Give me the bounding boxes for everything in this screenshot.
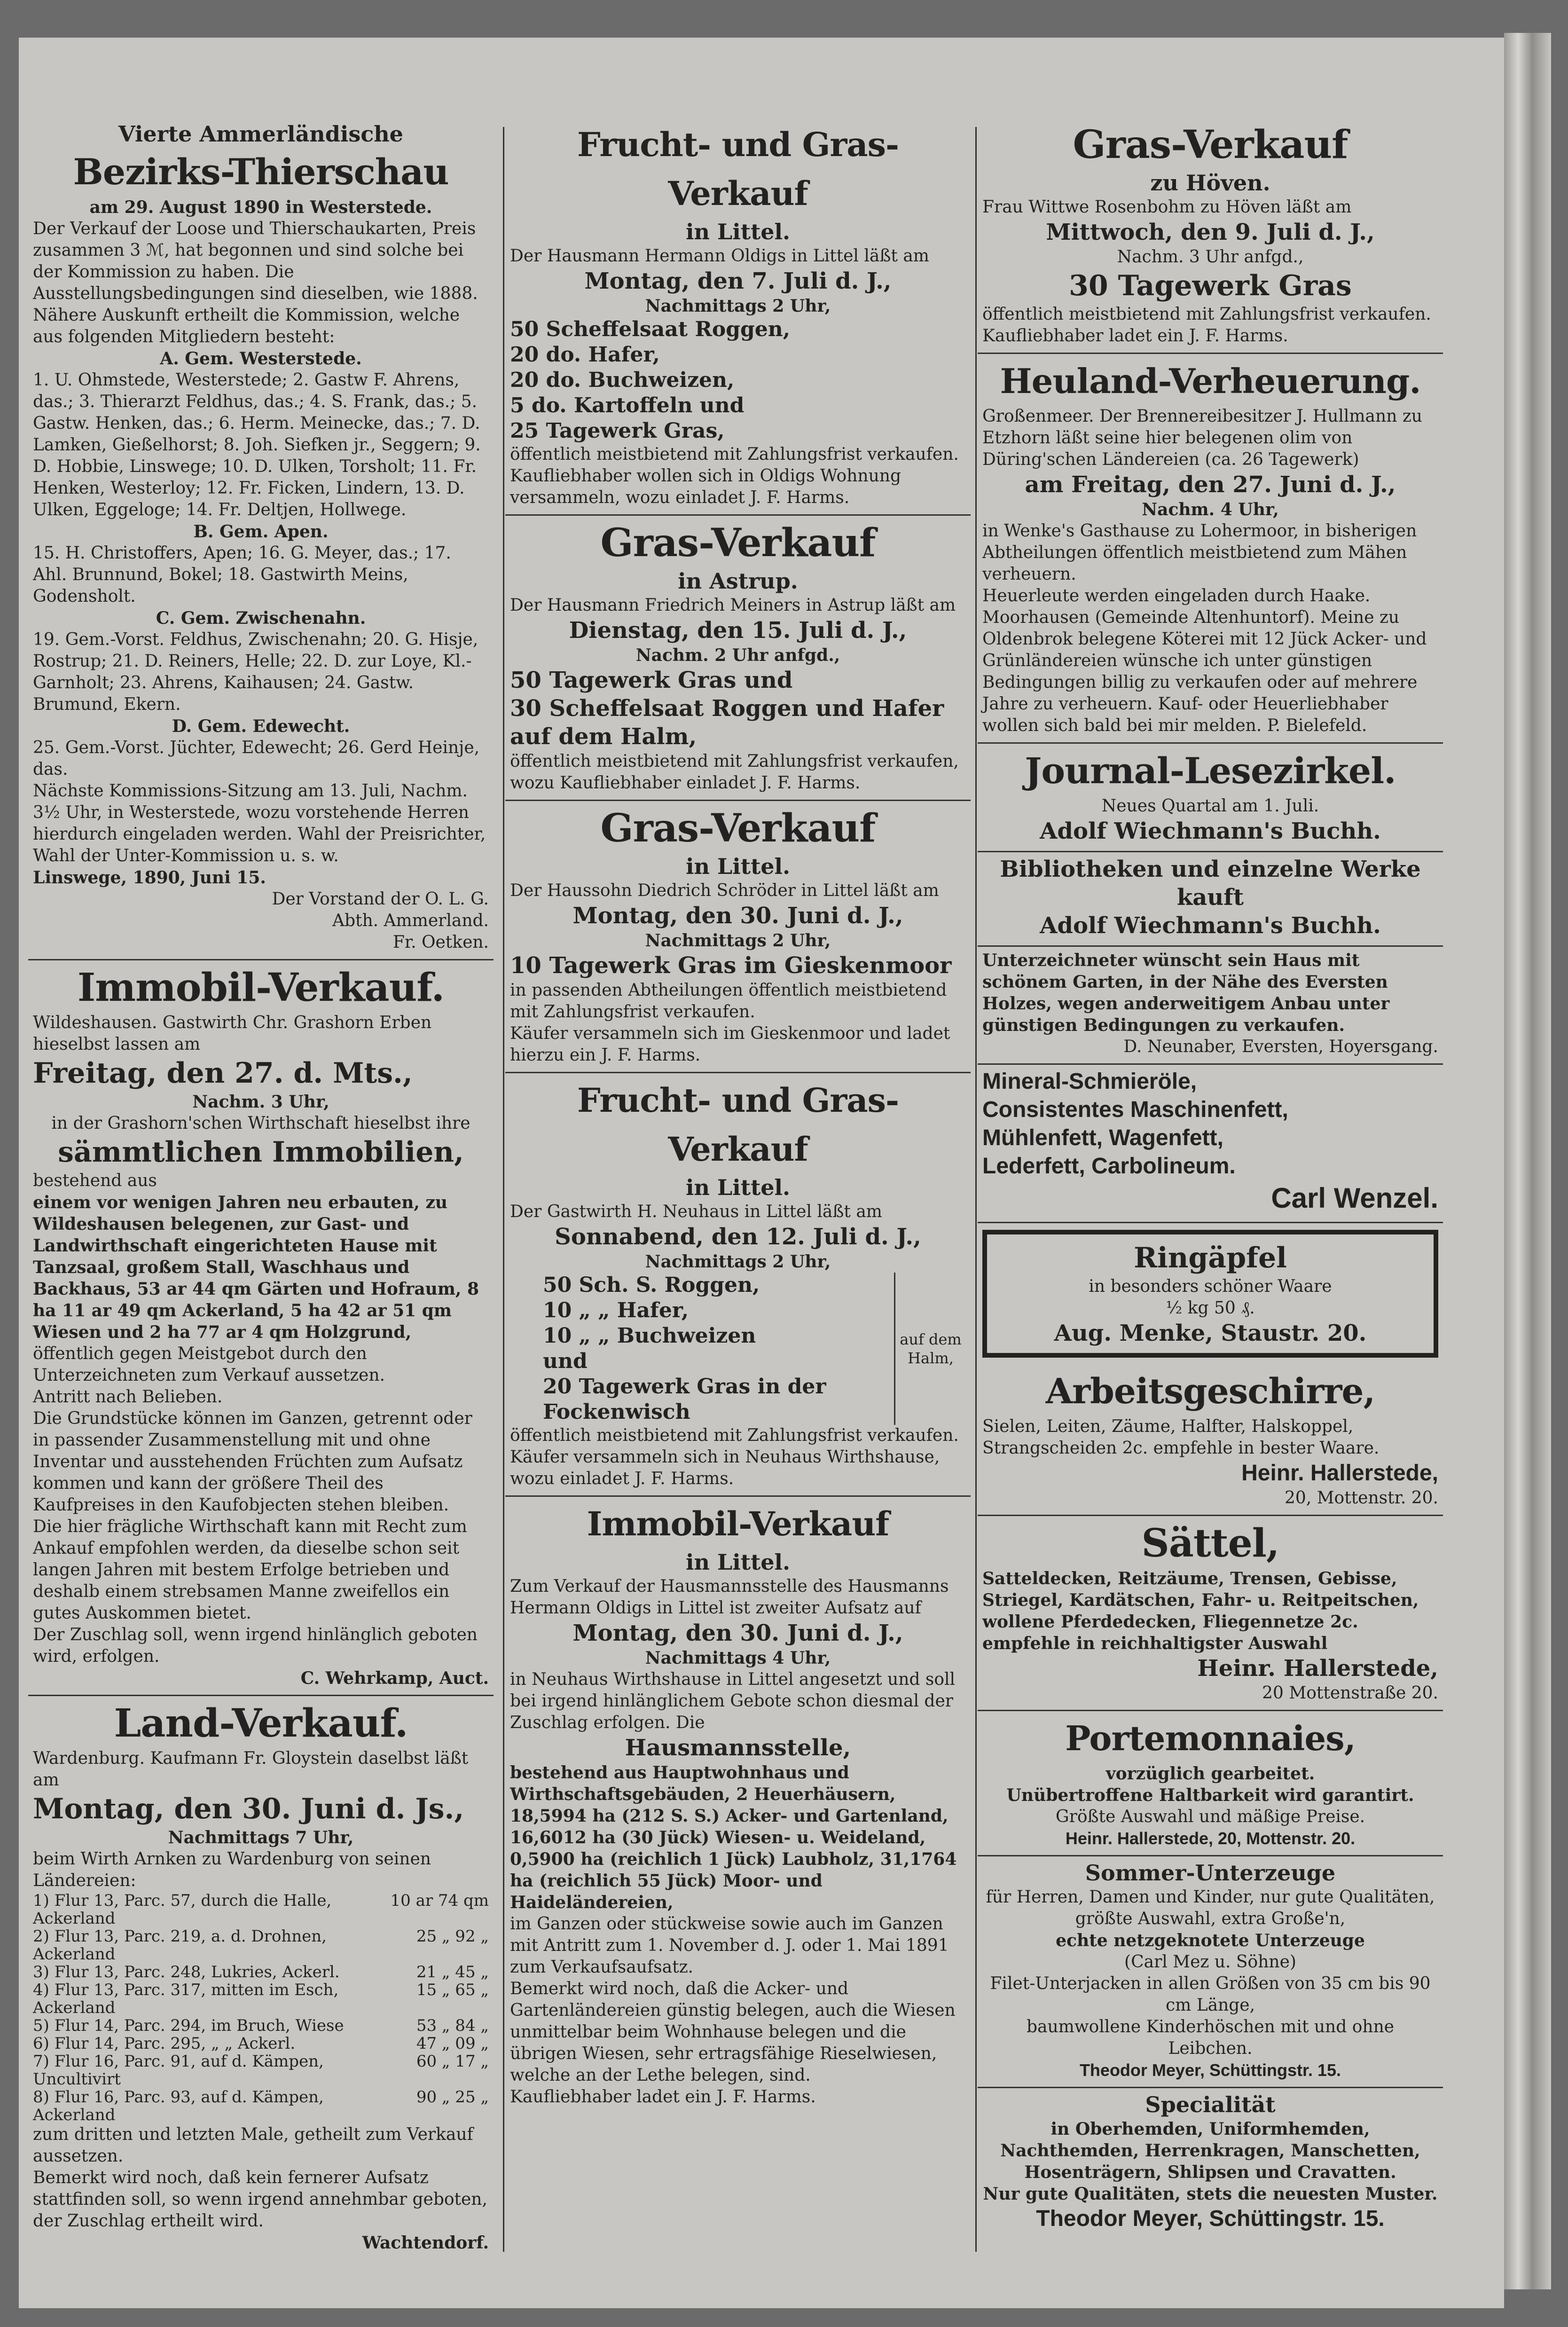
side-note: auf dem Halm, — [900, 1330, 962, 1367]
ad-frucht-gras-verkauf-littel — [505, 118, 971, 516]
goods-list — [510, 1273, 895, 1425]
table-row — [33, 2017, 489, 2035]
ad-frucht-gras-verkauf-neuhaus — [505, 1073, 971, 1497]
ad-date: Montag, den 30. Juni d. J., — [572, 1620, 903, 1646]
ad-title: Land-Verkauf. — [114, 1701, 408, 1746]
ad-title: Immobil-Verkauf — [587, 1504, 889, 1543]
ad-title: Gras-Verkauf — [600, 806, 876, 851]
ad-line: Nachmittags 4 Uhr, — [645, 1648, 831, 1668]
ad-date: Mittwoch, den 9. Juli d. J., — [1046, 219, 1375, 245]
ad-signature: 20 Mottenstraße 20. — [1262, 1683, 1438, 1703]
list-item: 10 „ „ Hafer, — [543, 1298, 689, 1322]
parcel-size: 10 ar 74 qm — [390, 1891, 489, 1910]
ad-line: vorzüglich gearbeitet. — [1105, 1764, 1315, 1784]
ad-title: Frucht- und Gras-Verkauf — [577, 125, 899, 213]
ad-line: Nachm. 4 Uhr, — [1142, 500, 1279, 519]
parcel-size: 15 „ 65 „ — [416, 1981, 489, 1999]
ad-line: Der Haussohn Diedrich Schröder in Littel läßt am — [510, 881, 939, 900]
ad-heuland-verheuerung — [978, 354, 1443, 744]
ad-line: Moorhausen (Gemeinde Altenhuntorf). Meine zu Oldenbrok belegene Köterei mit 12 Jück Acker- und Grünländereien wünsche ich unter günstigen Bedingungen billig zu verkaufen oder auf mehrere Jahre zu verheuern. Kauf- oder Heuerliebhaber wollen sich bald bei mir melden. P. Bielefeld. — [982, 608, 1427, 735]
ad-signature: Heinr. Hallerstede, — [1197, 1655, 1438, 1682]
ad-line: in besonders schöner Waare — [1089, 1277, 1332, 1296]
ad-date: Montag, den 30. Juni d. Js., — [33, 1792, 464, 1825]
goods-list-wrap — [510, 1273, 966, 1425]
ad-line: Aug. Menke, Staustr. 20. — [1054, 1320, 1367, 1346]
ad-line: einem vor wenigen Jahren neu erbauten, zu Wildeshausen belegenen, zur Gast- und Landwirthschaft eingerichteten Hause mit Tanzsaal, großem Stall, Waschhaus und Backhaus, 53 ar 44 qm Gärten und Hofraum, 8 ha 11 ar 49 qm Ackerland, 5 ha 42 ar 51 qm Wiesen und 2 ha 77 ar 4 qm Holzgrund, — [33, 1193, 479, 1342]
ad-title: Bibliotheken und einzelne Werke kauft — [1000, 856, 1421, 911]
ad-line: beim Wirth Arnken zu Wardenburg von seinen Ländereien: — [33, 1849, 431, 1890]
ad-sommer-unterzeuge — [978, 1856, 1443, 2088]
ad-line: am 29. August 1890 in Westerstede. — [89, 197, 432, 217]
ad-line: Unübertroffene Haltbarkeit wird garantirt. — [1006, 1785, 1414, 1805]
ad-title: Sommer-Unterzeuge — [1085, 1860, 1336, 1886]
ad-title: Gras-Verkauf — [1073, 122, 1348, 167]
ad-line: in Neuhaus Wirthshause in Littel angesetzt und soll bei irgend hinlänglichem Gebote schon diesmal der Zuschlag erfolgen. Die — [510, 1670, 956, 1732]
ad-line: Größte Auswahl und mäßige Preise. — [1055, 1807, 1365, 1826]
ad-line: 25. Gem.-Vorst. Jüchter, Edewecht; 26. Gerd Heinje, das. — [33, 738, 480, 779]
ad-line: Der Gastwirth H. Neuhaus in Littel läßt am — [510, 1202, 882, 1221]
ad-line: C. Gem. Zwischenahn. — [156, 608, 366, 628]
ad-line: Wardenburg. Kaufmann Fr. Gloystein daselbst läßt am — [33, 1749, 469, 1790]
goods-list — [510, 317, 966, 444]
table-row — [33, 2052, 489, 2088]
ad-signature: C. Wehrkamp, Auct. — [300, 1668, 489, 1688]
list-item: und — [543, 1349, 588, 1373]
list-item: 10 „ „ Buchweizen — [543, 1324, 756, 1348]
ad-date: Dienstag, den 15. Juli d. J., — [569, 617, 907, 644]
ad-land-verkauf — [28, 1696, 494, 2259]
ad-line: ½ kg 50 ₰. — [1166, 1298, 1255, 1318]
ad-line: Unterzeichneter wünscht sein Haus mit schönem Garten, in der Nähe des Eversten Holzes, wegen anderweitigem Anbau unter günstigen Bedingungen zu verkaufen. — [982, 951, 1390, 1035]
ad-bezirks-thierschau — [28, 118, 494, 960]
ad-title: Vierte Ammerländische — [118, 121, 403, 147]
ad-line: Lederfett, Carbolineum. — [982, 1154, 1236, 1179]
ad-line: Nachm. 3 Uhr, — [192, 1092, 329, 1112]
ad-line: 50 Tagewerk Gras und — [510, 667, 793, 693]
ad-signature: Heinr. Hallerstede, 20, Mottenstr. 20. — [1065, 1829, 1356, 1848]
ad-line: Adolf Wiechmann's Buchh. — [1040, 912, 1381, 939]
ad-line: Hausmannsstelle, — [625, 1735, 851, 1761]
column-2 — [505, 118, 971, 2114]
ad-signature: Theodor Meyer, Schüttingstr. 15. — [1079, 2060, 1341, 2080]
ad-line: öffentlich meistbietend mit Zahlungsfrist verkaufen. — [982, 305, 1431, 324]
column-rule — [503, 127, 504, 2252]
ad-subtitle: in Littel. — [685, 1175, 790, 1200]
ad-line: Nachmittags 7 Uhr, — [168, 1828, 354, 1847]
ad-specialitaet — [978, 2088, 1443, 2239]
ad-line: Neues Quartal am 1. Juli. — [1101, 796, 1319, 816]
ad-date: Montag, den 7. Juli d. J., — [584, 268, 892, 294]
ad-line: Filet-Unterjacken in allen Größen von 35 cm bis 90 cm Länge, — [990, 1974, 1431, 2015]
list-item: 50 Sch. S. Roggen, — [543, 1273, 760, 1297]
ad-date: Sonnabend, den 12. Juli d. J., — [555, 1224, 921, 1250]
list-item: 50 Scheffelsaat Roggen, — [510, 317, 791, 341]
ad-subtitle: zu Höven. — [1150, 170, 1270, 196]
ad-line: Frau Wittwe Rosenbohm zu Höven läßt am — [982, 197, 1352, 217]
parcel-size: 25 „ 92 „ — [416, 1927, 489, 1946]
parcel-desc: 7) Flur 16, Parc. 91, auf d. Kämpen, Uncultivirt — [33, 2052, 324, 2089]
ad-title: Immobil-Verkauf. — [77, 965, 445, 1010]
ad-line: bestehend aus — [33, 1171, 157, 1190]
ad-schmieroele — [978, 1065, 1443, 1223]
list-item: 20 do. Buchweizen, — [510, 368, 735, 392]
ad-signature: 20, Mottenstr. 20. — [1285, 1488, 1438, 1508]
ad-line: Heuerleute werden eingeladen durch Haake. — [982, 586, 1371, 605]
table-row — [33, 1963, 489, 1981]
ad-line: öffentlich meistbietend mit Zahlungsfrist verkaufen, wozu Kaufliebhaber einladet J. F. Harms. — [510, 752, 959, 793]
parcel-desc: 2) Flur 13, Parc. 219, a. d. Drohnen, Ackerland — [33, 1927, 327, 1964]
ad-date: Montag, den 30. Juni d. J., — [572, 903, 903, 929]
ad-title: Portemonnaies, — [1065, 1718, 1356, 1758]
column-3 — [978, 118, 1443, 2239]
ad-line: Nachmittags 2 Uhr, — [645, 931, 831, 951]
ad-line: Bemerkt wird noch, daß die Acker- und Gartenländereien günstig belegen, auch die Wiesen unmittelbar beim Wohnhause belegen und die übrigen Wiesen, sehr ertragsfähige Rieselwiesen, welche an der Lethe belegen, sind. — [510, 1979, 956, 2085]
ad-line: Kaufliebhaber ladet ein J. F. Harms. — [510, 2087, 816, 2107]
ad-line: Nur gute Qualitäten, stets die neuesten Muster. — [983, 2184, 1438, 2204]
ad-line: Satteldecken, Reitzäume, Trensen, Gebisse, Striegel, Kardätschen, Fahr- u. Reitpeitschen, wollene Pferdedecken, Fliegennetze 2c. empfehle in reichhaltigster Auswahl — [982, 1569, 1419, 1653]
ad-line: Nachm. 2 Uhr anfgd., — [635, 645, 840, 665]
ad-line: Consistentes Maschinenfett, — [982, 1097, 1288, 1122]
ad-line: 30 Scheffelsaat Roggen und Hafer auf dem Halm, — [510, 695, 944, 750]
ad-line: B. Gem. Apen. — [193, 522, 329, 542]
ad-line: Der Zuschlag soll, wenn irgend hinlänglich geboten wird, erfolgen. — [33, 1625, 478, 1666]
table-row — [33, 2088, 489, 2124]
ad-ringaepfel — [982, 1230, 1438, 1358]
ad-line: Die Grundstücke können im Ganzen, getrennt oder in passender Zusammenstellung mit und ohne Inventar und ausstehenden Früchten zum Aufsatz kommen und kann der größere Theil des Kaufpreises in den Kaufobjecten stehen bleiben. — [33, 1409, 472, 1515]
ad-subtitle: in Littel. — [685, 1549, 790, 1575]
ad-signature: Carl Wenzel. — [1271, 1182, 1438, 1214]
ad-title: Arbeitsgeschirre, — [1045, 1371, 1375, 1412]
ad-line: Zum Verkauf der Hausmannsstelle des Hausmanns Hermann Oldigs in Littel ist zweiter Aufsatz auf — [510, 1577, 949, 1618]
ad-title: Heuland-Verheuerung. — [1000, 361, 1421, 401]
ad-line: öffentlich meistbietend mit Zahlungsfrist verkaufen. — [510, 1426, 959, 1445]
ad-immobil-verkauf — [28, 960, 494, 1696]
parcel-table — [33, 1892, 489, 2124]
ad-title: Ringäpfel — [1134, 1242, 1287, 1274]
ad-line: Der Hausmann Friedrich Meiners in Astrup läßt am — [510, 596, 956, 615]
parcel-size: 90 „ 25 „ — [416, 2088, 489, 2107]
ad-line: Kaufliebhaber ladet ein J. F. Harms. — [982, 326, 1288, 346]
ad-line: D. Gem. Edewecht. — [172, 716, 350, 736]
ad-date: am Freitag, den 27. Juni d. J., — [1025, 472, 1396, 498]
ad-line: Wildeshausen. Gastwirth Chr. Grashorn Erben hieselbst lassen am — [33, 1013, 432, 1054]
ad-line: sämmtlichen Immobilien, — [58, 1136, 464, 1169]
ad-title: Sättel, — [1141, 1521, 1279, 1566]
ad-date: Freitag, den 27. d. Mts., — [33, 1057, 413, 1090]
ad-line: Die hier frägliche Wirthschaft kann mit Recht zum Ankauf empfohlen werden, da dieselbe schon seit langen Jahren mit bestem Erfolge betrieben und deshalb einem strebsamen Manne zweifellos ein gutes Auskommen bietet. — [33, 1517, 467, 1623]
parcel-desc: 4) Flur 13, Parc. 317, mitten im Esch, Ackerland — [33, 1981, 339, 2017]
ad-line: Sielen, Leiten, Zäume, Halfter, Halskoppel, Strangscheiden 2c. empfehle in bester Waare. — [982, 1417, 1380, 1458]
ad-signature: Theodor Meyer, Schüttingstr. 15. — [1036, 2206, 1385, 2231]
ad-line: Nachm. 3 Uhr anfgd., — [1117, 247, 1304, 267]
ad-line: in passenden Abtheilungen öffentlich meistbietend mit Zahlungsfrist verkaufen. — [510, 981, 947, 1022]
ad-arbeitsgeschirre — [978, 1364, 1443, 1516]
ad-line: echte netzgeknotete Unterzeuge — [1056, 1931, 1365, 1950]
ad-portemonnaies — [978, 1711, 1443, 1856]
table-row — [33, 2035, 489, 2052]
parcel-size: 53 „ 84 „ — [416, 2016, 489, 2035]
ad-title: Bezirks-Thierschau — [73, 151, 449, 193]
ad-line: Nächste Kommissions-Sitzung am 13. Juli, Nachm. 3½ Uhr, in Westerstede, wozu vorstehende Herren hierdurch eingeladen werden. Wahl der Preisrichter, Wahl der Unter-Kommission u. s. w. — [33, 781, 486, 865]
ad-line: 15. H. Christoffers, Apen; 16. G. Meyer, das.; 17. Ahl. Brunnund, Bokel; 18. Gastwirth Meins, Godensholt. — [33, 543, 451, 606]
page-stack-edge — [1504, 33, 1551, 2289]
column-1 — [28, 118, 494, 2259]
parcel-size: 47 „ 09 „ — [416, 2034, 489, 2053]
ad-line: öffentlich meistbietend mit Zahlungsfrist verkaufen. — [510, 445, 959, 464]
ad-line: für Herren, Damen und Kinder, nur gute Qualitäten, größte Auswahl, extra Große'n, — [986, 1887, 1435, 1928]
ad-line: Käufer versammeln sich im Gieskenmoor und ladet hierzu ein J. F. Harms. — [510, 1024, 950, 1065]
ad-line: Linswege, 1890, Juni 15. — [33, 868, 266, 888]
parcel-desc: 8) Flur 16, Parc. 93, auf d. Kämpen, Ackerland — [33, 2088, 324, 2124]
ad-line: bestehend aus Hauptwohnhaus und Wirthschaftsgebäuden, 2 Heuerhäusern, 18,5994 ha (212 S. S.) Acker- und Gartenland, 16,6012 ha (30 Jück) Wiesen- u. Weideland, 0,5900 ha (reichlich 1 Jück) Laubholz, 31,1764 ha (reichlich 55 Jück) Moor- und Haideländereien, — [510, 1763, 957, 1912]
list-item: 5 do. Kartoffeln und — [510, 393, 745, 417]
parcel-desc: 3) Flur 13, Parc. 248, Lukries, Ackerl. — [33, 1963, 340, 1981]
column-rule — [975, 127, 977, 2252]
ad-line: A. Gem. Westerstede. — [160, 349, 362, 369]
ad-title: Gras-Verkauf — [600, 520, 876, 566]
list-item: 20 Tagewerk Gras in der Fockenwisch — [543, 1375, 826, 1424]
ad-line: (Carl Mez u. Söhne) — [1124, 1952, 1296, 1972]
ad-line: Großenmeer. Der Brennereibesitzer J. Hullmann zu Etzhorn läßt seine hier belegenen olim von Düring'schen Ländereien (ca. 26 Tagewerk) — [982, 407, 1422, 469]
ad-line: Kaufliebhaber wollen sich in Oldigs Wohnung versammeln, wozu einladet J. F. Harms. — [510, 466, 902, 507]
ad-saettel — [978, 1516, 1443, 1711]
table-row — [33, 1892, 489, 1927]
ad-subtitle: in Littel. — [685, 219, 790, 244]
table-row — [33, 1981, 489, 2017]
ad-line: in der Grashorn'schen Wirthschaft hieselbst ihre — [51, 1114, 470, 1133]
ad-line: in Wenke's Gasthause zu Lohermoor, in bisherigen Abtheilungen öffentlich meistbietend zum Mähen verheuern. — [982, 521, 1417, 584]
ad-bibliotheken — [978, 852, 1443, 947]
ad-line: Der Hausmann Hermann Oldigs in Littel läßt am — [510, 246, 929, 266]
ad-immobil-verkauf-littel — [505, 1497, 971, 2114]
ad-haus-verkauf — [978, 947, 1443, 1065]
table-row — [33, 1927, 489, 1963]
ad-line: Adolf Wiechmann's Buchh. — [1040, 818, 1381, 844]
ad-signature: Wachtendorf. — [362, 2233, 489, 2253]
ad-line: Mineral-Schmieröle, — [982, 1069, 1197, 1094]
ad-line: im Ganzen oder stückweise sowie auch im Ganzen mit Antritt zum 1. November d. J. oder 1. Mai 1891 zum Verkaufsaufsatz. — [510, 1914, 949, 1977]
ad-title: Specialität — [1145, 2092, 1276, 2117]
ad-journal-lesezirkel — [978, 744, 1443, 852]
ad-gras-verkauf-hoeven — [978, 118, 1443, 354]
ad-signature: Abth. Ammerland. — [332, 911, 489, 930]
ad-line: in Oberhemden, Uniformhemden, Nachthemden, Herrenkragen, Manschetten, Hosenträgern, Shlipsen und Cravatten. — [1000, 2119, 1420, 2182]
ad-line: baumwollene Kinderhöschen mit und ohne Leibchen. — [1026, 2017, 1395, 2058]
ad-line: zum dritten und letzten Male, getheilt zum Verkauf aussetzen. — [33, 2125, 473, 2166]
ad-title: Frucht- und Gras-Verkauf — [577, 1081, 899, 1169]
ad-gras-verkauf-astrup — [505, 516, 971, 801]
ad-signature: D. Neunaber, Eversten, Hoyersgang. — [1123, 1037, 1438, 1056]
parcel-size: 21 „ 45 „ — [416, 1963, 489, 1981]
ad-line: 10 Tagewerk Gras im Gieskenmoor — [510, 952, 952, 979]
parcel-size: 60 „ 17 „ — [416, 2052, 489, 2071]
ad-line: 1. U. Ohmstede, Westerstede; 2. Gastw F. Ahrens, das.; 3. Thierarzt Feldhus, das.; 4. S. Frank, das.; 5. Gastw. Henken, das.; 6. Herm. Meinecke, das.; 7. D. Lamken, Gießelhorst; 8. Joh. Siefken jr., Seggern; 9. D. Hobbie, Linswege; 10. D. Ulken, Torsholt; 11. Fr. Henken, Westerloy; 12. Fr. Ficken, Lindern, 13. D. Ulken, Eggeloge; 14. Fr. Deltjen, Hollwege. — [33, 370, 481, 519]
ad-line: 19. Gem.-Vorst. Feldhus, Zwischenahn; 20. G. Hisje, Rostrup; 21. D. Reiners, Helle; 22. D. zur Loye, Kl.-Garnholt; 23. Ahrens, Kaihausen; 24. Gastw. Brumund, Ekern. — [33, 630, 478, 714]
ad-line: Antritt nach Belieben. — [33, 1387, 223, 1407]
ad-line: Der Verkauf der Loose und Thierschaukarten, Preis zusammen 3 ℳ, hat begonnen und sind solche bei der Kommission zu haben. Die Ausstellungsbedingungen sind dieselben, wie 1888. Nähere Auskunft ertheilt die Kommission, welche aus folgenden Mitgliedern besteht: — [33, 219, 478, 346]
ad-line: Nachmittags 2 Uhr, — [645, 1252, 831, 1272]
ad-title: Journal-Lesezirkel. — [1025, 750, 1396, 792]
ad-line: Bemerkt wird noch, daß kein fernerer Aufsatz stattfinden soll, so wenn irgend annehmbar geboten, der Zuschlag ertheilt wird. — [33, 2168, 487, 2231]
ad-line: Käufer versammeln sich in Neuhaus Wirthshause, wozu einladet J. F. Harms. — [510, 1447, 940, 1488]
ad-subtitle: in Littel. — [685, 854, 790, 879]
ad-gras-verkauf-littel — [505, 801, 971, 1073]
ad-line: öffentlich gegen Meistgebot durch den Unterzeichneten zum Verkauf aussetzen. — [33, 1344, 385, 1385]
ad-signature: Der Vorstand der O. L. G. — [272, 889, 489, 909]
ad-line: 30 Tagewerk Gras — [1069, 269, 1352, 302]
ad-signature: Fr. Oetken. — [392, 933, 489, 952]
ad-subtitle: in Astrup. — [678, 568, 798, 594]
parcel-desc: 6) Flur 14, Parc. 295, „ „ Ackerl. — [33, 2034, 296, 2053]
ad-signature: Heinr. Hallerstede, — [1241, 1461, 1438, 1486]
ad-line: Nachmittags 2 Uhr, — [645, 296, 831, 316]
list-item: 25 Tagewerk Gras, — [510, 419, 725, 443]
parcel-desc: 5) Flur 14, Parc. 294, im Bruch, Wiese — [33, 2016, 344, 2035]
ad-line: Mühlenfett, Wagenfett, — [982, 1125, 1223, 1150]
list-item: 20 do. Hafer, — [510, 343, 660, 367]
parcel-desc: 1) Flur 13, Parc. 57, durch die Halle, Ackerland — [33, 1891, 332, 1928]
